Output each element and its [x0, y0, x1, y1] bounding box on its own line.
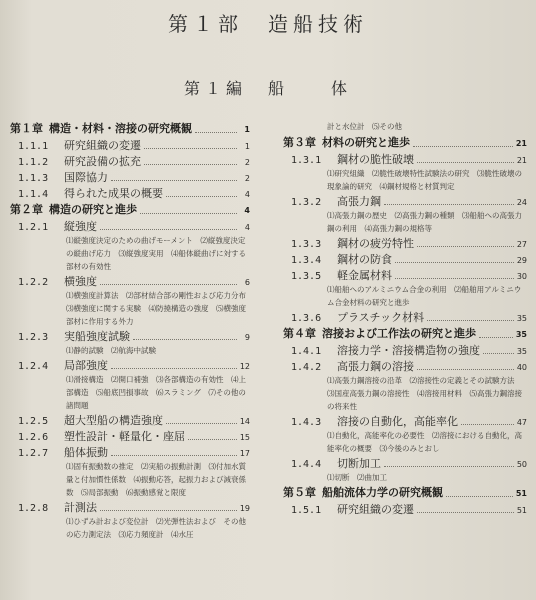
dot-leader	[111, 454, 237, 456]
page-number: 29	[516, 256, 527, 265]
subtopic-list: ⑴自動化，高能率化の必要性 ⑵溶接における自動化，高能率化の概要 ⑶今後のみとおし	[327, 431, 522, 453]
section-title: 超大型船の構造強度	[64, 414, 163, 427]
chapter-number: 第５章	[283, 486, 316, 499]
page-number: 51	[516, 506, 527, 515]
dot-leader	[417, 245, 514, 247]
page-number: 35	[515, 330, 527, 339]
dot-leader	[395, 261, 514, 263]
dot-leader	[100, 228, 237, 230]
dot-leader	[417, 368, 514, 370]
section-number: 1.1.1	[18, 141, 49, 152]
page-number: 35	[516, 314, 527, 323]
page-number: 4	[244, 206, 250, 215]
dot-leader	[166, 422, 237, 424]
section-title: 研究組織の変遷	[337, 503, 414, 516]
section-number: 1.2.3	[18, 332, 49, 343]
section-number: 1.1.2	[18, 157, 49, 168]
dot-leader	[384, 465, 514, 467]
page-number: 50	[516, 460, 527, 469]
section-title: 切断加工	[337, 457, 381, 470]
subtopic-list: ⑴ひずみ計および変位計 ⑵光弾性法および その他の応力測定法 ⑶応力頻度計 ⑷水圧	[66, 517, 246, 539]
subtopic-list: ⑴縦強度決定のための曲げモーメント ⑵縦強度決定の縦曲げ応力 ⑶縦強度実用 ⑷船体縦曲げに対する部材の有効性	[66, 236, 246, 271]
toc-section-entry[interactable]	[283, 358, 527, 374]
section-title: 塑性設計・軽量化・座屈	[64, 430, 185, 443]
dot-leader	[417, 161, 514, 163]
toc-chapter-entry[interactable]	[283, 134, 527, 151]
page-number: 14	[239, 417, 250, 426]
dot-leader	[479, 336, 513, 338]
subtopic-list: ⑴研究組織 ⑵脆性破壊特性試験法の研究 ⑶脆性破壊の現象論的研究 ⑷鋼材規格と材質判定	[327, 169, 522, 191]
dot-leader	[384, 203, 514, 205]
toc-section-entry[interactable]	[283, 193, 527, 209]
section-title: 溶接力学・溶接構造物の強度	[337, 344, 480, 357]
page-number: 47	[516, 418, 527, 427]
dot-leader	[417, 511, 514, 513]
toc-section-entry[interactable]	[283, 455, 527, 471]
toc-left-column	[10, 120, 254, 541]
page-number: 27	[516, 240, 527, 249]
subtopic-list: ⑴高張力鋼の歴史 ⑵高張力鋼の種類 ⑶船舶への高張力鋼の利用 ⑷高張力鋼の規格等	[327, 211, 522, 233]
section-number: 1.3.6	[291, 313, 322, 324]
chapter-title: 構造の研究と進歩	[49, 203, 137, 216]
page-number: 6	[244, 278, 250, 287]
dot-leader	[140, 212, 237, 214]
toc-section-entry[interactable]	[10, 218, 250, 234]
toc-chapter-entry[interactable]	[10, 201, 250, 218]
section-title: 実船強度試験	[64, 330, 130, 343]
page-number: 51	[515, 489, 527, 498]
page-number: 1	[244, 125, 250, 134]
chapter-title: 船舶流体力学の研究概観	[322, 486, 443, 499]
section-title: 高張力鋼	[337, 195, 381, 208]
section-number: 1.2.7	[18, 448, 49, 459]
chapter-number: 第４章	[283, 327, 316, 340]
section-title: 局部強度	[64, 359, 108, 372]
toc-section-entry[interactable]	[10, 169, 250, 185]
subtopic-list: ⑴切断 ⑵曲加工	[327, 473, 387, 482]
subtopic-list: ⑴横強度計算法 ⑵部材結合部の剛性および応力分布 ⑶横強度に関する実験 ⑷防撓構造の強度 ⑸横強度部材に作用する外力	[66, 291, 254, 326]
dot-leader	[100, 283, 237, 285]
volume-title: 第１編 船 体	[183, 79, 352, 98]
page-number: 30	[516, 272, 527, 281]
page-number: 19	[239, 504, 250, 513]
toc-chapter-entry[interactable]	[283, 325, 527, 342]
section-number: 1.4.2	[291, 362, 322, 373]
page-number: 17	[239, 449, 250, 458]
section-number: 1.2.6	[18, 432, 49, 443]
section-title: 軽金属材料	[337, 269, 392, 282]
page-number: 21	[515, 139, 527, 148]
section-title: 横強度	[64, 275, 97, 288]
toc-right-column	[283, 120, 527, 517]
chapter-title: 溶接および工作法の研究と進歩	[322, 327, 476, 340]
section-number: 1.5.1	[291, 505, 322, 516]
page-number: 12	[239, 362, 250, 371]
dot-leader	[188, 438, 237, 440]
section-number: 1.2.2	[18, 277, 49, 288]
toc-section-entry[interactable]	[283, 501, 527, 517]
section-title: 鋼材の防食	[337, 253, 392, 266]
page-number: 24	[516, 198, 527, 207]
toc-section-entry[interactable]	[283, 251, 527, 267]
dot-leader	[427, 319, 514, 321]
part-title: 第１部 造船技術	[168, 12, 368, 36]
subtopic-list: ⑴船舶へのアルミニウム合金の利用 ⑵船舶用アルミニウム合金材料の研究と進歩	[327, 285, 522, 307]
subtopic-list: ⑴高張力鋼溶接の沿革 ⑵溶接性の定義とその試験方法 ⑶国産高張力鋼の溶接性 ⑷溶接用材料 ⑸高張力鋼溶接の将来性	[327, 376, 522, 411]
toc-section-entry[interactable]	[10, 412, 250, 428]
section-title: 鋼材の脆性破壊	[337, 153, 414, 166]
section-title: 研究設備の拡充	[64, 155, 141, 168]
toc-section-entry[interactable]	[10, 153, 250, 169]
chapter-title: 構造・材料・溶接の研究概観	[49, 122, 192, 135]
toc-chapter-entry[interactable]	[283, 484, 527, 501]
page-number: 4	[244, 190, 250, 199]
section-title: プラスチック材料	[337, 311, 425, 324]
toc-section-entry[interactable]	[10, 273, 250, 289]
section-number: 1.2.5	[18, 416, 49, 427]
section-number: 1.4.4	[291, 459, 322, 470]
subtopic-list-continued: 計と水位計 ⑸その他	[327, 122, 402, 131]
dot-leader	[483, 352, 514, 354]
subtopic-list: ⑴固有振動数の推定 ⑵実船の振動計測 ⑶付加水質量と付加慣性係数 ⑷振動応答，起振力および減衰係数 ⑸局部振動 ⑹振動感覚と限度	[66, 462, 246, 497]
section-title: 研究組織の変遷	[64, 139, 141, 152]
toc-section-entry[interactable]	[10, 499, 250, 515]
section-number: 1.3.2	[291, 197, 322, 208]
page-number: 2	[244, 158, 250, 167]
section-number: 1.3.1	[291, 155, 322, 166]
section-title: 溶接の自動化，高能率化	[337, 415, 458, 428]
section-number: 1.4.3	[291, 417, 322, 428]
section-title: 計測法	[64, 501, 97, 514]
section-number: 1.3.4	[291, 255, 322, 266]
section-number: 1.2.1	[18, 222, 49, 233]
toc-section-entry[interactable]	[10, 328, 250, 344]
toc-section-entry[interactable]	[10, 357, 250, 373]
page-number: 9	[244, 333, 250, 342]
section-title: 得られた成果の概要	[64, 187, 163, 200]
dot-leader	[413, 145, 513, 147]
dot-leader	[144, 147, 237, 149]
toc-section-entry[interactable]	[283, 413, 527, 429]
toc-section-entry[interactable]	[283, 309, 527, 325]
dot-leader	[461, 423, 514, 425]
page-number: 1	[244, 142, 250, 151]
chapter-title: 材料の研究と進歩	[322, 136, 410, 149]
page-number: 15	[239, 433, 250, 442]
dot-leader	[111, 179, 237, 181]
section-number: 1.1.4	[18, 189, 49, 200]
toc-section-entry[interactable]	[283, 235, 527, 251]
section-number: 1.3.5	[291, 271, 322, 282]
section-title: 高張力鋼の溶接	[337, 360, 414, 373]
section-title: 国際協力	[64, 171, 108, 184]
dot-leader	[195, 131, 237, 133]
dot-leader	[111, 367, 237, 369]
toc-section-entry[interactable]	[10, 444, 250, 460]
toc-section-entry[interactable]	[10, 185, 250, 201]
page-number: 35	[516, 347, 527, 356]
subtopic-list: ⑴静的試験 ⑵航海中試験	[66, 346, 156, 355]
toc-section-entry[interactable]	[283, 342, 527, 358]
toc-section-entry[interactable]	[283, 267, 527, 283]
section-number: 1.2.8	[18, 503, 49, 514]
section-number: 1.1.3	[18, 173, 49, 184]
dot-leader	[446, 495, 513, 497]
dot-leader	[395, 277, 514, 279]
toc-section-entry[interactable]	[10, 137, 250, 153]
section-number: 1.2.4	[18, 361, 49, 372]
dot-leader	[166, 195, 237, 197]
section-title: 鋼材の疲労特性	[337, 237, 414, 250]
toc-section-entry[interactable]	[10, 428, 250, 444]
chapter-number: 第１章	[10, 122, 43, 135]
toc-section-entry[interactable]	[283, 151, 527, 167]
section-title: 船体振動	[64, 446, 108, 459]
chapter-number: 第２章	[10, 203, 43, 216]
chapter-number: 第３章	[283, 136, 316, 149]
dot-leader	[133, 338, 237, 340]
section-title: 縦強度	[64, 220, 97, 233]
page-number: 40	[516, 363, 527, 372]
page-number: 4	[244, 223, 250, 232]
dot-leader	[100, 509, 237, 511]
subtopic-list: ⑴滑接構造 ⑵開口補強 ⑶各部構造の有効性 ⑷上部構造 ⑸船底凹損事故 ⑹スラミング ⑺その他の諸問題	[66, 375, 246, 410]
section-number: 1.4.1	[291, 346, 322, 357]
section-number: 1.3.3	[291, 239, 322, 250]
toc-chapter-entry[interactable]	[10, 120, 250, 137]
page-number: 21	[516, 156, 527, 165]
page-number: 2	[244, 174, 250, 183]
dot-leader	[144, 163, 237, 165]
